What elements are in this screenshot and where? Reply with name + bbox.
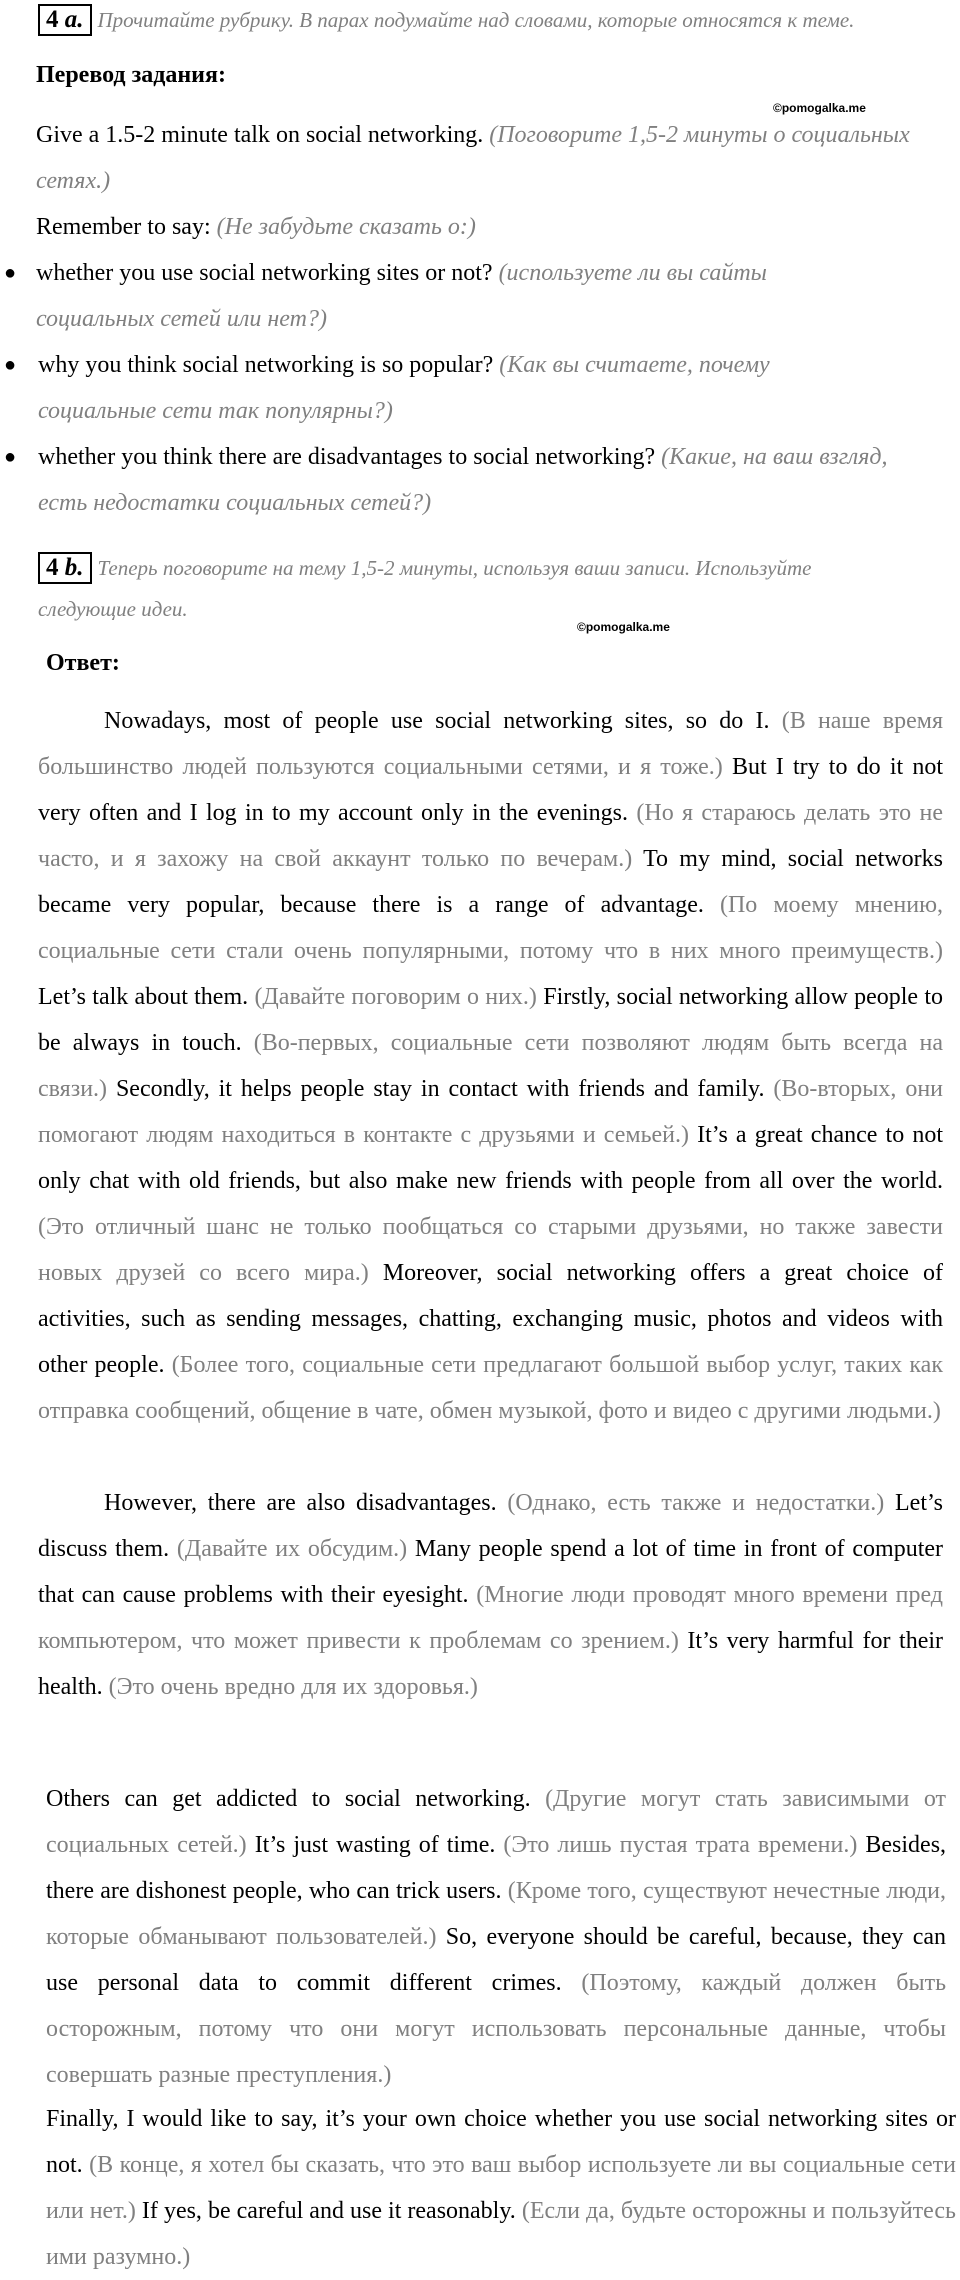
sentence-en: So, everyone should be careful, because, they can use personal data to commit different crimes. — [46, 1924, 947, 1996]
sentence-ru: (Давайте поговорим о них.) — [254, 984, 537, 1010]
answer-heading: Ответ: — [46, 650, 120, 676]
task-b-instruction-1: Теперь поговорите на тему 1,5-2 минуты, используя ваши записи. Используйте — [97, 556, 812, 580]
bullet-2-en: why you think social networking is so popular? — [38, 352, 494, 378]
sentence-en: Let’s talk about them. — [38, 984, 249, 1010]
sentence-ru: (Это лишь пустая трата времени.) — [503, 1832, 858, 1858]
bullet-dot: ● — [4, 354, 17, 376]
sentence-ru: (В конце, я хотел бы сказать, что это ваш выбор используете ли вы социальные сети или нет.) — [46, 2152, 957, 2224]
intro-talk-en: Give a 1.5-2 minute talk on social networking. — [36, 122, 484, 148]
sentence-ru: (Это очень вредно для их здоровья.) — [108, 1674, 478, 1700]
sentence-ru: (Более того, социальные сети предлагают большой выбор услуг, таких как отправка сообщений, общение в чате, обмен музыкой, фото и видео с другими людьми.) — [38, 1352, 943, 1424]
bullet-dot: ● — [4, 446, 17, 468]
intro-talk-ru: (Поговорите 1,5-2 минуты о социальных сетях.) — [36, 122, 910, 194]
task-a-line — [38, 4, 854, 36]
sentence-ru: (Это отличный шанс не только пообщаться со старыми друзьями, но также завести новых друзей со всего мира.) — [38, 1214, 943, 1286]
sentence-en: Others can get addicted to social networking. — [46, 1786, 531, 1812]
bullet-dot: ● — [4, 262, 17, 284]
sentence-en: Many people spend a lot of time in front of computer that can cause problems with their eyesight. — [38, 1536, 944, 1608]
intro-remember-en: Remember to say: — [36, 214, 211, 240]
sentence-ru: (По моему мнению, социальные сети стали очень популярными, потому что в них много преимуществ.) — [38, 892, 944, 964]
task-a-label — [38, 4, 92, 36]
task-a-number: 4 — [46, 6, 59, 33]
sentence-ru: (Другие могут стать зависимыми от социальных сетей.) — [46, 1786, 947, 1858]
sentence-en: To my mind, social networks became very popular, because there is a range of advantage. — [38, 846, 943, 918]
sentence-en: However, there are also disadvantages. — [104, 1490, 497, 1516]
watermark: ©pomogalka.me — [577, 620, 670, 634]
task-b-instruction-2: следующие идеи. — [38, 597, 188, 621]
sentence-en: It’s just wasting of time. — [254, 1832, 496, 1858]
translation-heading: Перевод задания: — [36, 62, 226, 88]
bullet-1-ru: (используете ли вы сайты социальных сетей или нет?) — [36, 260, 767, 332]
task-b-label — [38, 552, 92, 584]
sentence-ru: (Кроме того, существуют нечестные люди, которые обманывают пользователей.) — [46, 1878, 946, 1950]
answer-paragraph-1 — [38, 698, 943, 1434]
sentence-ru: (Поэтому, каждый должен быть осторожным, потому что они могут использовать персональные данные, чтобы совершать разные преступления.) — [46, 1970, 947, 2088]
bullet-item-1 — [36, 250, 876, 342]
sentence-ru: (Многие люди проводят много времени пред компьютером, что может привести к проблемам со зрением.) — [38, 1582, 943, 1654]
bullet-3-en: whether you think there are disadvantages to social networking? — [38, 444, 656, 470]
task-b-line-2 — [38, 594, 188, 624]
task-a-letter: a. — [64, 6, 84, 33]
sentence-en: Firstly, social networking allow people to be always in touch. — [38, 984, 944, 1056]
intro-remember-ru: (Не забудьте сказать о:) — [216, 214, 476, 240]
sentence-ru: (Но я стараюсь делать это не часто, и я захожу на свой аккаунт только по вечерам.) — [38, 800, 944, 872]
task-a-instruction: Прочитайте рубрику. В парах подумайте над словами, которые относятся к теме. — [97, 8, 855, 32]
task-b-line — [38, 552, 811, 584]
answer-paragraph-4 — [46, 2096, 956, 2280]
bullet-2-ru: (Как вы считаете, почему социальные сети так популярны?) — [38, 352, 770, 424]
sentence-en: Besides, there are dishonest people, who can trick users. — [46, 1832, 947, 1904]
sentence-en: It’s a great chance to not only chat with old friends, but also make new friends with people from all over the world. — [38, 1122, 943, 1194]
sentence-ru: (Давайте их обсудим.) — [176, 1536, 408, 1562]
intro-remember — [36, 204, 476, 250]
sentence-ru: (В наше время большинство людей пользуются социальными сетями, и я тоже.) — [38, 708, 944, 780]
sentence-en: Secondly, it helps people stay in contact with friends and family. — [115, 1076, 765, 1102]
answer-paragraph-2 — [38, 1480, 943, 1710]
sentence-ru: (Во-вторых, они помогают людям находиться в контакте с друзьями и семьей.) — [38, 1076, 944, 1148]
sentence-ru: (Если да, будьте осторожны и пользуйтесь ими разумно.) — [46, 2198, 957, 2270]
task-b-number: 4 — [46, 554, 59, 581]
watermark: ©pomogalka.me — [773, 101, 866, 115]
sentence-en: But I try to do it not very often and I log in to my account only in the evenings. — [38, 754, 944, 826]
answer-paragraph-3 — [46, 1776, 946, 2098]
sentence-en: If yes, be careful and use it reasonably. — [141, 2198, 516, 2224]
sentence-en: Let’s discuss them. — [38, 1490, 943, 1562]
task-b-letter: b. — [64, 554, 84, 581]
sentence-ru: (Во-первых, социальные сети позволяют людям быть всегда на связи.) — [38, 1030, 944, 1102]
bullet-3-ru: (Какие, на ваш взгляд, есть недостатки социальных сетей?) — [38, 444, 888, 516]
sentence-ru: (Однако, есть также и недостатки.) — [507, 1490, 885, 1516]
bullet-1-en: whether you use social networking sites or not? — [36, 260, 493, 286]
bullet-item-2 — [38, 342, 878, 434]
sentence-en: It’s very harmful for their health. — [38, 1628, 943, 1700]
sentence-en: Finally, I would like to say, it’s your own choice whether you use social networking sites or not. — [46, 2106, 956, 2178]
sentence-en: Moreover, social networking offers a great choice of activities, such as sending messages, chatting, exchanging music, photos and videos with other people. — [38, 1260, 943, 1378]
bullet-item-3 — [38, 434, 918, 526]
intro-talk — [36, 112, 916, 204]
sentence-en: Nowadays, most of people use social networking sites, so do I. — [104, 708, 770, 734]
